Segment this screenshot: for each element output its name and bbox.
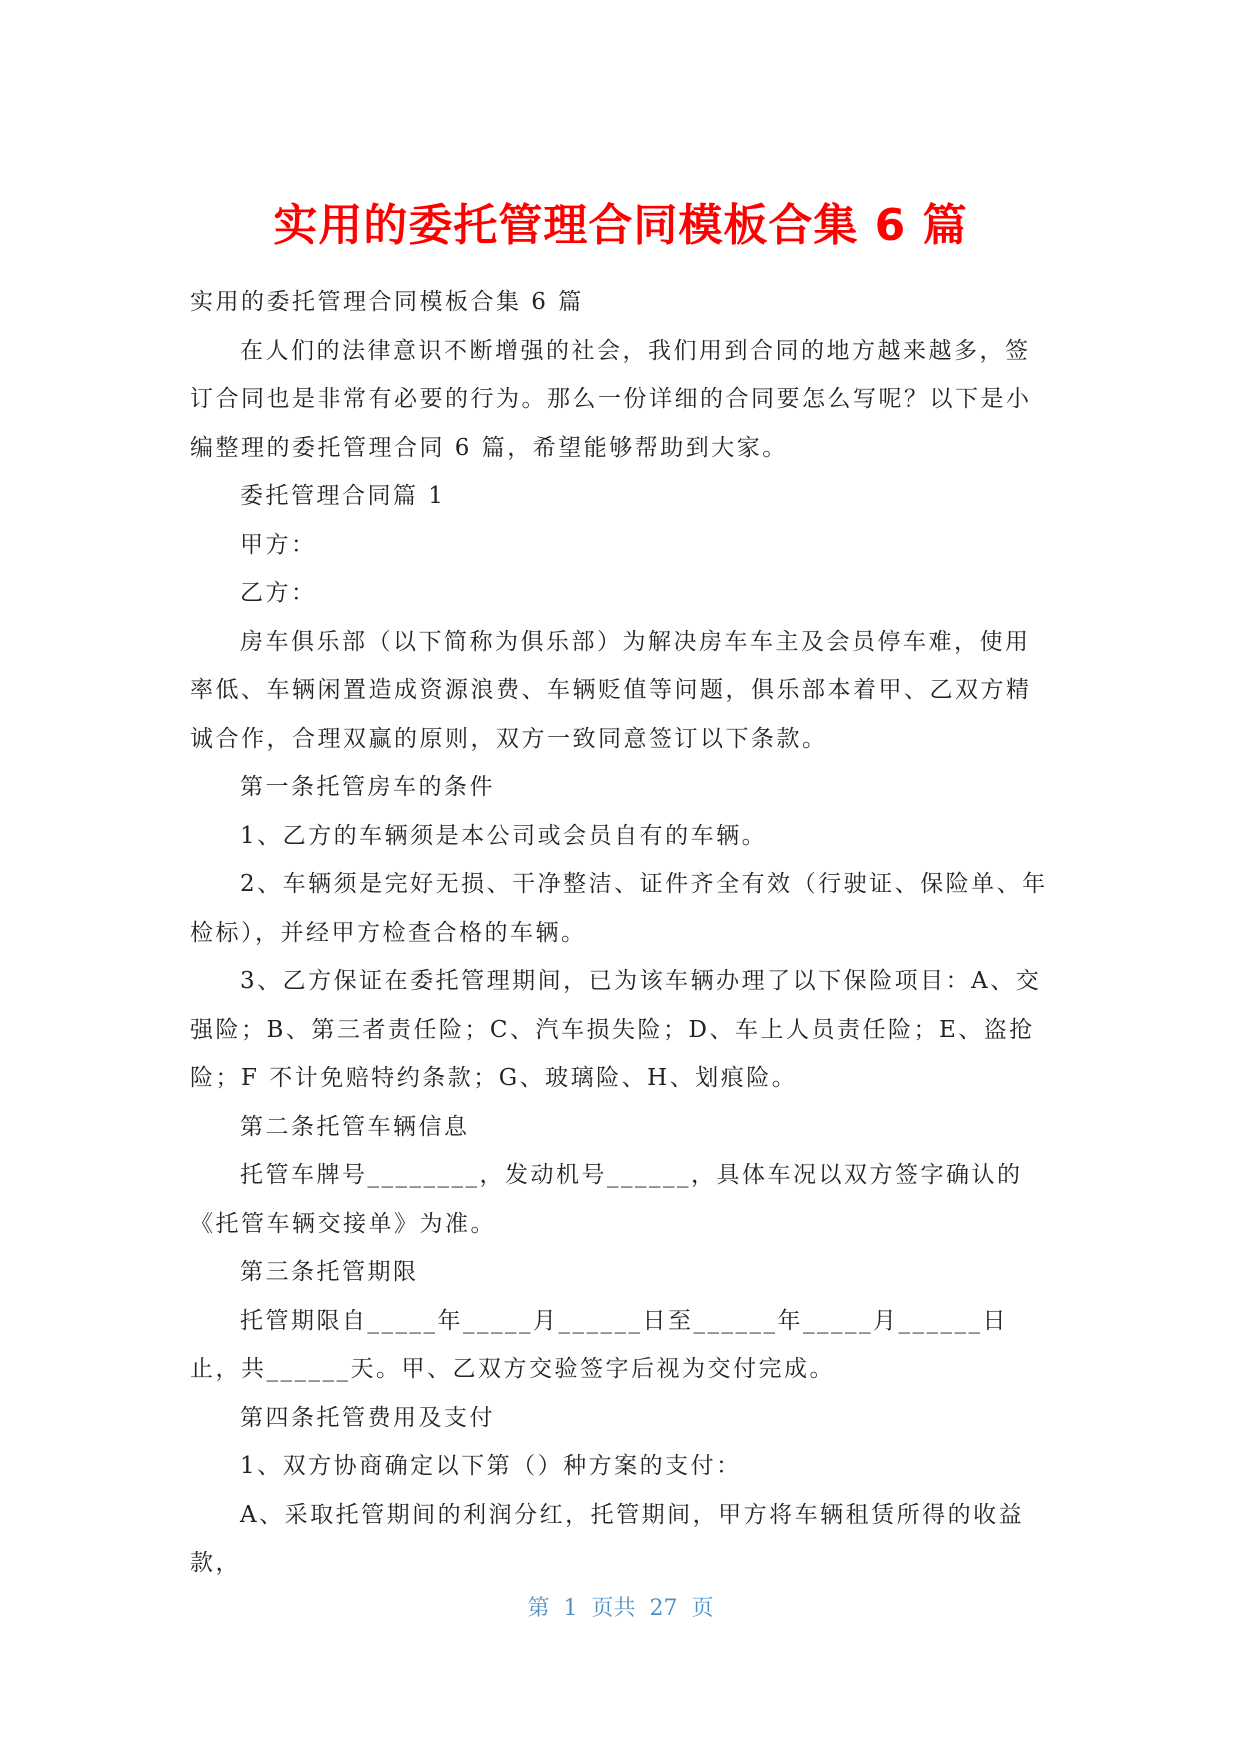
body-paragraph: 乙方： (240, 580, 317, 606)
document-title: 实用的委托管理合同模板合集 6 篇 (273, 200, 968, 251)
body-paragraph: A、采取托管期间的利润分红，托管期间，甲方将车辆租赁所得的收益款， (190, 1501, 1025, 1576)
body-paragraph: 第三条托管期限 (240, 1259, 419, 1285)
document-subtitle: 实用的委托管理合同模板合集 6 篇 (190, 289, 584, 315)
body-paragraph: 委托管理合同篇 1 (240, 483, 446, 509)
body-paragraph: 托管车牌号________，发动机号______，具体车况以双方签字确认的《托管车辆交接单》为准。 (190, 1162, 1023, 1237)
document-body (190, 278, 1050, 1588)
body-paragraph: 2、车辆须是完好无损、干净整洁、证件齐全有效（行驶证、保险单、年检标），并经甲方检查合格的车辆。 (190, 871, 1048, 946)
page-footer: 第 1 页共 27 页 (527, 1596, 714, 1621)
body-paragraph: 第一条托管房车的条件 (240, 774, 495, 800)
body-paragraph: 第二条托管车辆信息 (240, 1113, 470, 1140)
body-paragraph: 1、乙方的车辆须是本公司或会员自有的车辆。 (240, 822, 768, 849)
body-paragraph: 3、乙方保证在委托管理期间，已为该车辆办理了以下保险项目：A、交强险；B、第三者责任险；C、汽车损失险；D、车上人员责任险；E、盗抢险；F 不计免赔特约条款；G、玻璃险、H、划痕险。 (190, 968, 1042, 1091)
body-paragraph: 在人们的法律意识不断增强的社会，我们用到合同的地方越来越多，签订合同也是非常有必要的行为。那么一份详细的合同要怎么写呢？以下是小编整理的委托管理合同 6 篇，希望能够帮助到大家。 (190, 337, 1032, 461)
body-paragraph: 房车俱乐部（以下简称为俱乐部）为解决房车车主及会员停车难，使用率低、车辆闲置造成资源浪费、车辆贬值等问题，俱乐部本着甲、乙双方精诚合作，合理双赢的原则，双方一致同意签订以下条款。 (190, 628, 1032, 752)
body-paragraph: 1、双方协商确定以下第（）种方案的支付： (240, 1453, 742, 1479)
body-paragraph: 甲方： (240, 531, 317, 558)
body-paragraph: 托管期限自_____年_____月______日至______年_____月______日止，共______天。甲、乙双方交验签字后视为交付完成。 (190, 1307, 1008, 1382)
body-paragraph: 第四条托管费用及支付 (240, 1404, 495, 1431)
